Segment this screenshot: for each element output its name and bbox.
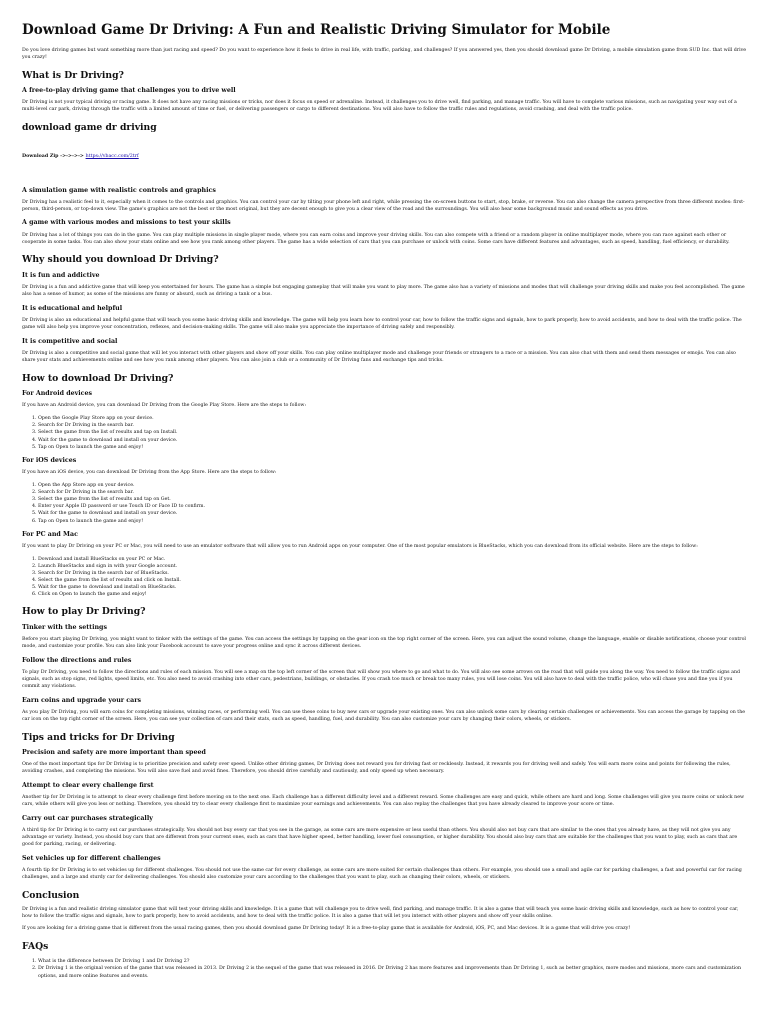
- subheading-pc-mac: For PC and Mac: [22, 530, 78, 538]
- subheading-precision: Precision and safety are more important than speed: [22, 749, 206, 757]
- heading-how-download: How to download Dr Driving?: [22, 372, 174, 384]
- paragraph-precision: One of the most important tips for Dr Driving is to prioritize precision and safety over speed. Unlike other driving games, Dr Driving does not reward you for driving fast or recklessly. Instead, it rewards you for driving well and safely. You will earn more coins and points for following the rules, avoiding crashes, and completing the missions. You will also save fuel and avoid fines. Therefore, you should drive carefully and cautiously, and only speed up when necessary.: [22, 762, 731, 775]
- list-item: 4. Select the game from the list of results and click on Install.: [38, 577, 748, 584]
- list-item: 2. Search for Dr Driving in the search bar.: [38, 489, 748, 496]
- paragraph-conclusion-2: If you are looking for a driving game that is different from the usual racing games, then you should download game Dr Driving today! It is a free-to-play game that is available for Android, iOS, PC, and Mac devices. It is a game that will drive you crazy!: [22, 925, 631, 931]
- list-item: 1. Open the App Store app on your device.: [38, 482, 748, 489]
- subheading-purchases: Carry out car purchases strategically: [22, 814, 153, 822]
- paragraph-vehicles: A fourth tip for Dr Driving is to set vehicles up for different challenges. You should not use the same car for every challenge, as some cars are more suited for certain challenges than others. For example, you should use a small and agile car for parking challenges, a fast and powerful car for racing challenges, and a large and sturdy car for delivering challenges. You should also customize your cars according to the challenges that you want to play, such as changing their colors, wheels, or stickers.: [22, 867, 742, 880]
- download-line: [22, 154, 748, 159]
- list-item: 2. Search for Dr Driving in the search bar.: [38, 422, 748, 429]
- paragraph-fun: Dr Driving is a fun and addictive game that will keep you entertained for hours. The game has a simple but engaging gameplay that will make you want to play more. The game also has a variety of missions and modes that will challenge your driving skills and make you feel accomplished. The game also has a sense of humor, as some of the missions are funny or absurd, such as driving a tank or a bus.: [22, 285, 745, 297]
- heading-conclusion: Conclusion: [22, 889, 80, 901]
- paragraph-coins: As you play Dr Driving, you will earn coins for completing missions, winning races, or performing well. You can use these coins to buy new cars or upgrade your existing ones. You can also unlock some cars by clearing certain challenges or achievements. You can access the garage by tapping on the car icon on the top right corner of the screen. Here, you can see your collection of cars and their stats, such as speed, handling, fuel, and durability. You can also customize your cars by changing their colors, wheels, or stickers.: [22, 709, 746, 722]
- paragraph-settings: Before you start playing Dr Driving, you might want to tinker with the settings of the game. You can access the settings by tapping on the gear icon on the top right corner of the screen. Here, you can adjust the sound volume, change the language, enable or disable notifications, choose your control mode, and customize your profile. You can also link your Facebook account to save your progress online and sync it across different devices.: [22, 637, 746, 649]
- list-item: 1. Download and install BlueStacks on your PC or Mac.: [38, 556, 748, 563]
- heading-tips: Tips and tricks for Dr Driving: [22, 731, 175, 743]
- list-item: 5. Wait for the game to download and install on your device.: [38, 510, 748, 517]
- android-steps: [22, 415, 748, 451]
- paragraph-simulation: Dr Driving has a realistic feel to it, especially when it comes to the controls and graphics. You can control your car by tilting your phone left and right, while pressing the on-screen buttons to start, stop, brake, or reverse. You can also change the camera perspective from three different modes: first-person, third-person, or top-down view. The game's graphics are not the best or the most original, but they are decent enough to give you a clear view of the road and the surroundings. You will also hear some background music and sound effects as you drive.: [22, 199, 745, 212]
- download-label: Download Zip ->->->->: [22, 153, 84, 159]
- subheading-competitive: It is competitive and social: [22, 337, 118, 345]
- page-title: Download Game Dr Driving: A Fun and Realistic Driving Simulator for Mobile: [22, 22, 611, 38]
- heading-why-download: Why should you download Dr Driving?: [22, 254, 219, 266]
- list-item: 4. Enter your Apple ID password or use Touch ID or Face ID to confirm.: [38, 503, 748, 510]
- list-item: 2. Dr Driving 1 is the original version of the game that was released in 2013. Dr Driving 2 is the sequel of the game that was released in 2016. Dr Driving 2 has more features and improvements than Dr Driving 1, such as better graphics, more modes and missions, more cars and customization options, and more online features and events.: [38, 965, 748, 979]
- list-item: 1. Open the Google Play Store app on your device.: [38, 415, 748, 422]
- subheading-free-to-play: A free-to-play driving game that challenges you to drive well: [22, 87, 236, 95]
- subheading-vehicles: Set vehicles up for different challenges: [22, 854, 161, 862]
- heading-download-game: download game dr driving: [22, 122, 157, 134]
- download-link[interactable]: https://vbacc.com/2trf: [85, 153, 139, 159]
- subheading-simulation: A simulation game with realistic controls and graphics: [22, 186, 216, 194]
- heading-what-is: What is Dr Driving?: [22, 69, 124, 81]
- subheading-directions: Follow the directions and rules: [22, 656, 132, 664]
- subheading-modes: A game with various modes and missions to test your skills: [22, 219, 231, 227]
- paragraph-conclusion-1: Dr Driving is a fun and realistic driving simulator game that will test your driving skills and knowledge. It is a game that will challenge you to drive well, find parking, and manage traffic. It is also a game that will teach you some basic driving skills and knowledge, such as how to control your car, how to follow the traffic signs and signals, how to park properly, how to avoid accidents, and how to deal with the traffic police. It is also a game that will let you interact with other players and show off your skills online.: [22, 907, 739, 919]
- list-item: 2. Launch BlueStacks and sign in with your Google account.: [38, 563, 748, 570]
- paragraph-competitive: Dr Driving is also a competitive and social game that will let you interact with other players and show off your skills. You can play online multiplayer mode and challenge your friends or strangers to a race or a mission. You can also chat with them and send them messages or emojis. You can also share your stats and achievements online and see how you rank among other players. You can also join a club or a community of Dr Driving fans and exchange tips and tricks.: [22, 350, 736, 363]
- paragraph-purchases: A third tip for Dr Driving is to carry out car purchases strategically. You should not buy every car that you see in the garage, as some cars are more expensive or less useful than others. You should also not buy cars that are similar to the ones that you already have, as they will not give you any advantage or variety. Instead, you should buy cars that are different from your current ones, such as cars that have higher speed, better handling, lower fuel consumption, or higher durability. You should also buy cars that are suitable for the challenges that you want to play, such as cars that are good for parking, racing, or delivering.: [22, 828, 738, 847]
- paragraph-ios: If you have an iOS device, you can download Dr Driving from the App Store. Here are the steps to follow:: [22, 470, 277, 475]
- subheading-challenges: Attempt to clear every challenge first: [22, 781, 154, 789]
- list-item: 1. What is the difference between Dr Driving 1 and Dr Driving 2?: [38, 958, 748, 965]
- heading-faqs: FAQs: [22, 940, 49, 952]
- subheading-android: For Android devices: [22, 390, 93, 398]
- heading-how-play: How to play Dr Driving?: [22, 606, 146, 618]
- ios-steps: [22, 482, 748, 525]
- subheading-settings: Tinker with the settings: [22, 623, 107, 631]
- pc-steps: [22, 556, 748, 599]
- faq-list: [22, 958, 748, 979]
- list-item: 3. Select the game from the list of results and tap on Get.: [38, 496, 748, 503]
- paragraph-challenges: Another tip for Dr Driving is to attempt to clear every challenge first before moving on to the next one. Each challenge has a different difficulty level and a different reward. Some challenges are easy and quick, while others are hard and long. Some challenges will give you more coins or unlock new cars, while others will give you less or nothing. Therefore, you should try to clear every challenge first to maximize your earnings and achievements. You can also replay the challenges that you have already cleared to improve your score or time.: [22, 795, 745, 808]
- list-item: 6. Click on Open to launch the game and enjoy!: [38, 591, 748, 598]
- list-item: 3. Search for Dr Driving in the search bar of BlueStacks.: [38, 570, 748, 577]
- paragraph-directions: To play Dr Driving, you need to follow the directions and rules of each mission. You will see a map on the top left corner of the screen that will show you where to go and what to do. You will also see some arrows on the road that will guide you along the way. You need to follow the traffic signs and signals, such as stop signs, red lights, speed limits, etc. You also need to avoid crashing into other cars, pedestrians, buildings, or obstacles. If you crash too much or break too many rules, you will lose coins. You will also have to deal with the traffic police, who will chase you and fine you if you commit any violations.: [22, 670, 741, 689]
- paragraph-educational: Dr Driving is also an educational and helpful game that will teach you some basic driving skills and knowledge. The game will help you learn how to control your car, how to follow the traffic signs and signals, how to park properly, how to avoid accidents, and how to deal with the traffic police. The game will also help you improve your concentration, reflexes, and decision-making skills. The game will also make you appreciate the importance of driving safely and responsibly.: [22, 317, 742, 330]
- subheading-ios: For iOS devices: [22, 456, 77, 464]
- subheading-fun: It is fun and addictive: [22, 271, 100, 279]
- list-item: 5. Tap on Open to launch the game and enjoy!: [38, 444, 748, 451]
- paragraph-free-to-play: Dr Driving is not your typical driving or racing game. It does not have any racing missions or tricks, nor does it focus on speed or adrenaline. Instead, it challenges you to drive well, find parking, and manage traffic. You will have to complete various missions, such as navigating your way out of a multi-level car park, driving through the traffic with a limited amount of time or fuel, or delivering passengers or cargo to different destinations. You will also have to follow the traffic rules and regulations, avoid crashing, and deal with the traffic police.: [22, 100, 737, 113]
- paragraph-android: If you have an Android device, you can download Dr Driving from the Google Play Store. Here are the steps to follow:: [22, 403, 307, 409]
- intro-paragraph: Do you love driving games but want something more than just racing and speed? Do you want to experience how it feels to drive in real life, with traffic, parking, and challenges? If you answered yes, then you should download game Dr Driving, a mobile simulation game from SUD Inc. that will drive you crazy!: [22, 47, 747, 60]
- list-item: 5. Wait for the game to download and install on BlueStacks.: [38, 584, 748, 591]
- list-item: 4. Wait for the game to download and install on your device.: [38, 437, 748, 444]
- paragraph-modes: Dr Driving has a lot of things you can do in the game. You can play multiple missions in single player mode, where you can earn coins and improve your driving skills. You can also compete with a friend or a random player in online multiplayer mode, where you can race against each other or cooperate in some tasks. You can also show your stats online and see how you rank among other players. The game has a wide selection of cars that you can purchase or unlock with coins. Some cars have different features and advantages, such as speed, handling, fuel efficiency, or durability.: [22, 232, 730, 245]
- subheading-coins: Earn coins and upgrade your cars: [22, 696, 142, 704]
- subheading-educational: It is educational and helpful: [22, 304, 123, 312]
- list-item: 6. Tap on Open to launch the game and enjoy!: [38, 518, 748, 525]
- list-item: 3. Select the game from the list of results and tap on Install.: [38, 429, 748, 436]
- paragraph-pc-mac: If you want to play Dr Driving on your PC or Mac, you will need to use an emulator software that will allow you to run Android apps on your computer. One of the most popular emulators is BlueStacks, which you can download from its official website. Here are the steps to follow:: [22, 543, 698, 549]
